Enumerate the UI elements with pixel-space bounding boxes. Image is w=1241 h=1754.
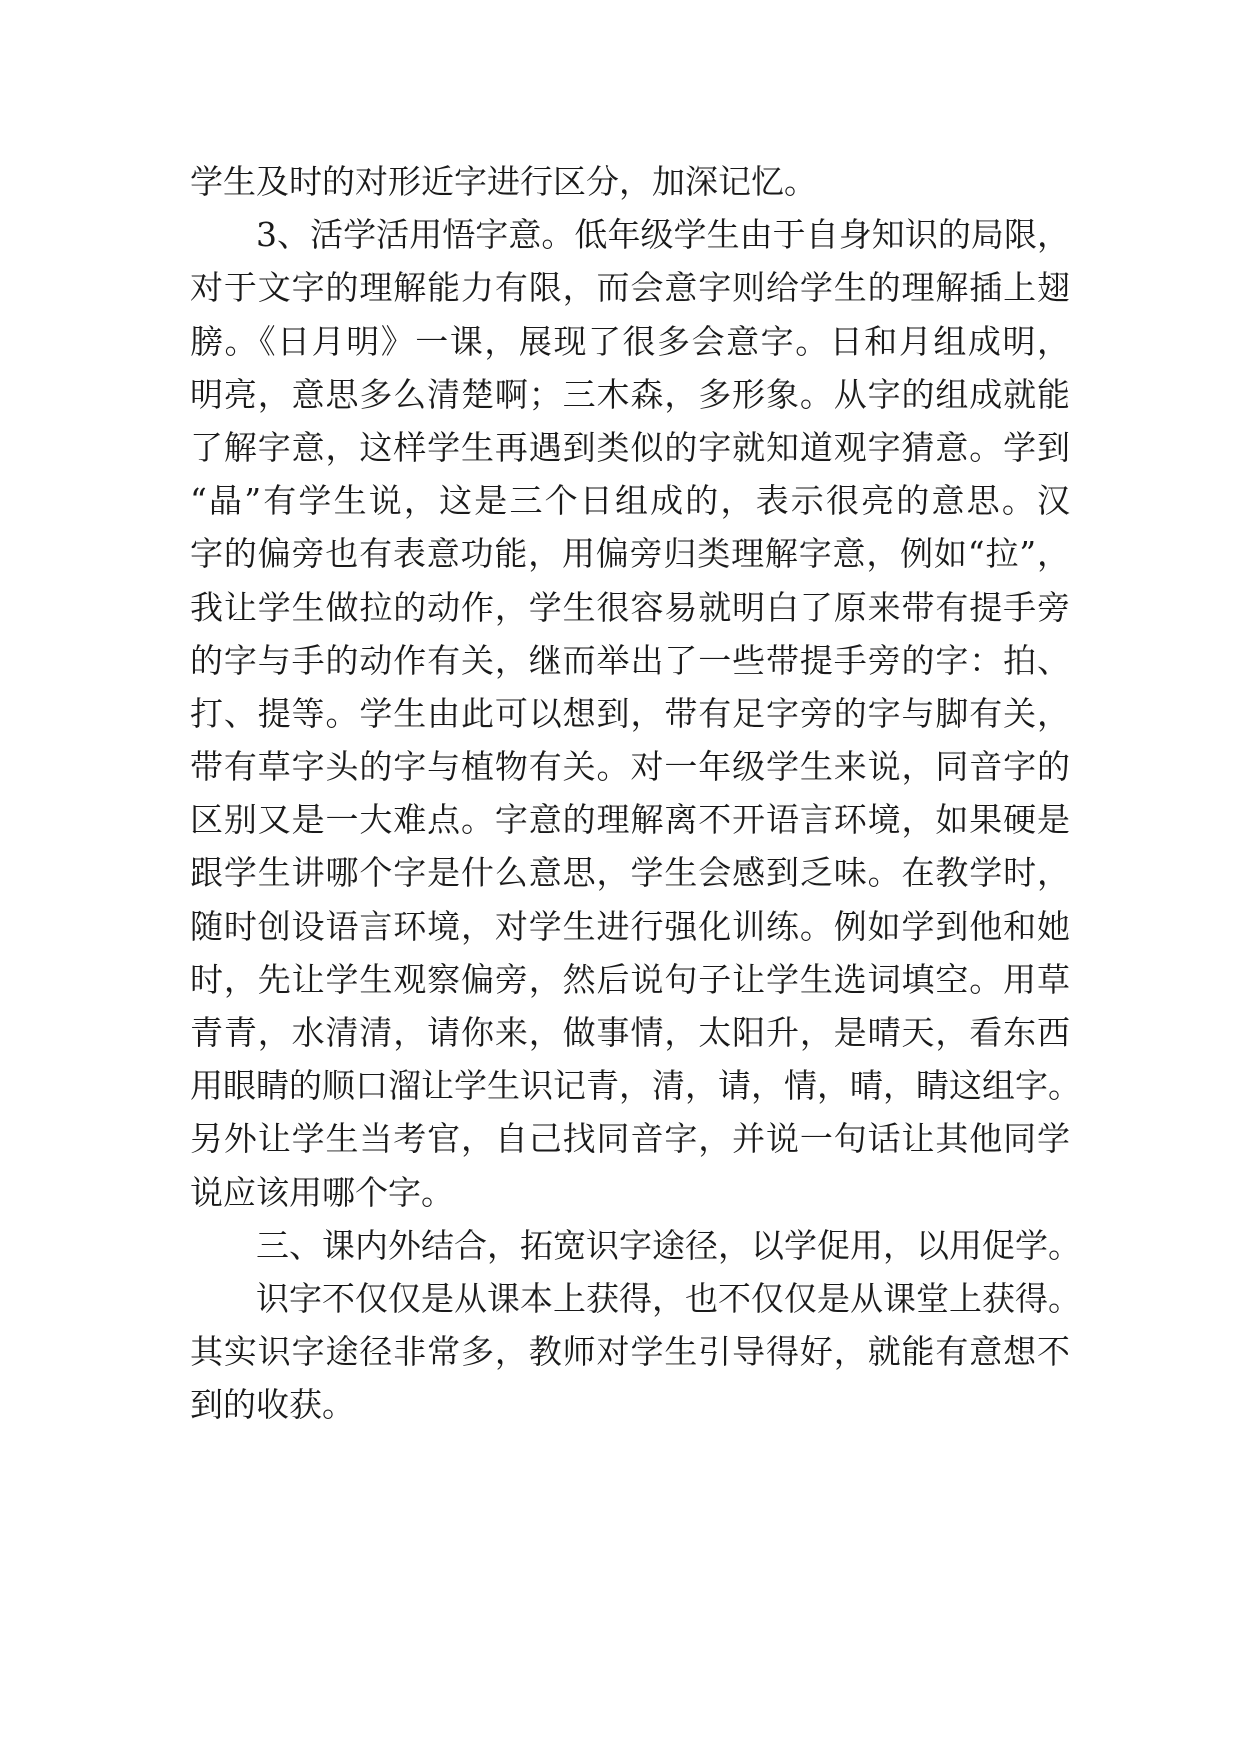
section-heading: 三、课内外结合，拓宽识字途径，以学促用，以用促学。	[256, 1225, 1081, 1265]
text-line: 的字与手的动作有关，继而举出了一些带提手旁的字：拍、	[190, 640, 1070, 680]
text-line: 另外让学生当考官，自己找同音字，并说一句话让其他同学	[190, 1119, 1070, 1159]
text-line: 带有草字头的字与植物有关。对一年级学生来说，同音字的	[190, 747, 1070, 787]
text-line: 3、活学活用悟字意。低年级学生由于自身知识的局限，	[256, 215, 1070, 255]
text-line: 膀。《日月明》一课，展现了很多会意字。日和月组成明，	[190, 321, 1070, 361]
text-line: 其实识字途径非常多，教师对学生引导得好，就能有意想不	[190, 1332, 1070, 1372]
text-line: 青青，水清清，请你来，做事情，太阳升，是晴天，看东西	[190, 1013, 1070, 1052]
text-line: 时，先让学生观察偏旁，然后说句子让学生选词填空。用草	[190, 959, 1070, 999]
text-line: 跟学生讲哪个字是什么意思，学生会感到乏味。在教学时，	[190, 853, 1070, 893]
text-line: 对于文字的理解能力有限，而会意字则给学生的理解插上翅	[190, 268, 1070, 308]
text-line: 说应该用哪个字。	[190, 1172, 454, 1212]
body-text	[190, 155, 1081, 1432]
text-line: 学生及时的对形近字进行区分，加深记忆。	[190, 162, 817, 201]
text-line: 用眼睛的顺口溜让学生识记青，清，请，情，晴，睛这组字。	[190, 1066, 1081, 1106]
text-line: 字的偏旁也有表意功能，用偏旁归类理解字意，例如“拉”，	[190, 534, 1070, 574]
text-line: 了解字意，这样学生再遇到类似的字就知道观字猜意。学到	[190, 427, 1070, 467]
text-line: 识字不仅仅是从课本上获得，也不仅仅是从课堂上获得。	[256, 1278, 1081, 1318]
text-line: 区别又是一大难点。字意的理解离不开语言环境，如果硬是	[190, 800, 1070, 840]
text-line: 随时创设语言环境，对学生进行强化训练。例如学到他和她	[190, 906, 1070, 946]
text-line: 我让学生做拉的动作，学生很容易就明白了原来带有提手旁	[190, 587, 1070, 627]
text-line: 明亮，意思多么清楚啊；三木森，多形象。从字的组成就能	[190, 374, 1070, 414]
text-line: 到的收获。	[190, 1385, 355, 1425]
text-line: 打、提等。学生由此可以想到，带有足字旁的字与脚有关，	[190, 693, 1070, 733]
text-line: “晶”有学生说，这是三个日组成的，表示很亮的意思。汉	[190, 481, 1070, 521]
